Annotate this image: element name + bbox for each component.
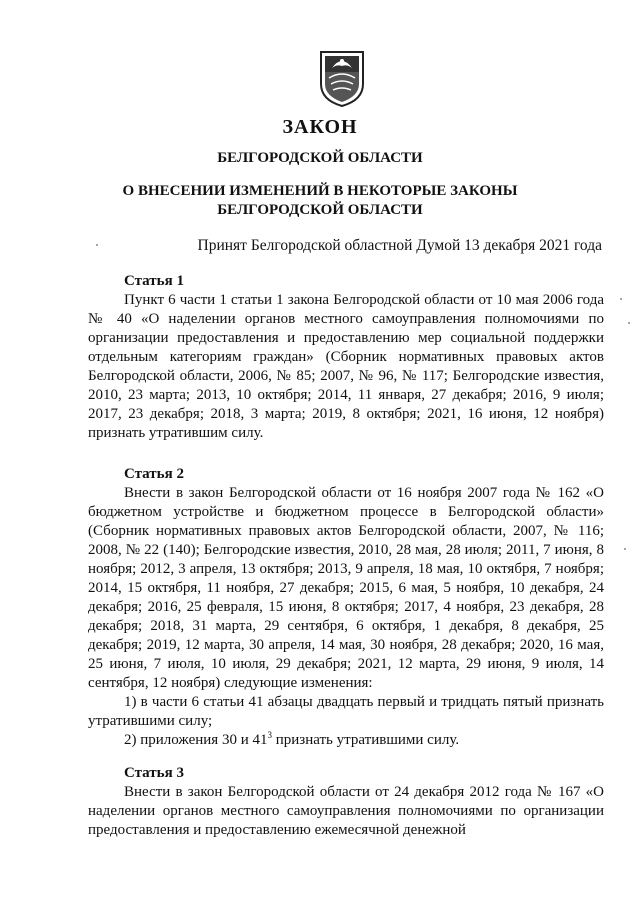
article-item-2 bbox=[88, 731, 604, 750]
scan-speck bbox=[628, 322, 630, 324]
scan-speck bbox=[620, 298, 622, 300]
article-text: Внести в закон Белгородской области от 16 ноября 2007 года № 162 «О бюджетном устройстве и бюджетном процессе в Белгородской области» (Сборник нормативных правовых актов Белгородской области, 2007, № 116; 2008, № 22 (140); Белгородские известия, 2010, 28 мая, 28 июля; 2011, 7 июня, 8 ноября; 2012, 3 апреля, 13 октября; 2013, 9 апреля, 18 мая, 10 октября, 7 ноября; 2014, 15 октября, 11 ноября, 27 декабря; 2015, 6 мая, 5 ноября, 10 декабря, 24 декабря; 2016, 25 февраля, 15 июня, 8 октября; 2017, 4 ноября, 23 декабря, 28 декабря; 2018, 31 марта, 29 сентября, 6 октября, 1 декабря, 8 декабря, 25 декабря; 2019, 12 марта, 30 апреля, 14 мая, 30 ноября, 28 декабря; 2020, 16 мая, 25 июня, 7 июля, 10 июля, 29 декабря; 2021, 12 марта, 29 июня, 9 июля, 14 сентября, 12 ноября) следующие изменения: bbox=[88, 485, 604, 691]
article-text: Пункт 6 части 1 статьи 1 закона Белгородской области от 10 мая 2006 года № 40 «О наделении органов местного самоуправления полномочиями по организации предоставления и предоставлению мер социальной поддержки отдельным категориям граждан» (Сборник нормативных правовых актов Белгородской области, 2006, № 85; 2007, № 96, № 117; Белгородские известия, 2010, 23 марта; 2013, 10 октября; 2014, 11 января, 27 декабря; 2016, 9 июля; 2017, 23 декабря; 2018, 3 марта; 2019, 8 октября; 2021, 16 июня, 12 ноября) признать утратившим силу. bbox=[88, 292, 604, 441]
region-title: БЕЛГОРОДСКОЙ ОБЛАСТИ bbox=[217, 150, 423, 166]
adoption-note: Принят Белгородской областной Думой 13 декабря 2021 года bbox=[197, 237, 602, 254]
article-title: Статья 2 bbox=[124, 466, 184, 482]
law-subject-line-1: О ВНЕСЕНИИ ИЗМЕНЕНИЙ В НЕКОТОРЫЕ ЗАКОНЫ bbox=[122, 183, 518, 199]
document-type-title: ЗАКОН bbox=[282, 116, 358, 138]
article-title: Статья 3 bbox=[124, 765, 184, 781]
item-superscript: 3 bbox=[267, 730, 272, 740]
article-3 bbox=[88, 764, 604, 840]
article-item-1: 1) в части 6 статьи 41 абзацы двадцать первый и тридцать пятый признать утратившими силу; bbox=[88, 694, 604, 729]
scan-speck bbox=[96, 244, 98, 246]
article-1 bbox=[88, 272, 604, 443]
item-text: 2) приложения 30 и 41 bbox=[124, 732, 268, 748]
law-subject-title bbox=[0, 182, 640, 220]
article-2 bbox=[88, 465, 604, 750]
article-title: Статья 1 bbox=[124, 273, 184, 289]
coat-of-arms-icon bbox=[317, 48, 367, 108]
law-subject-line-2: БЕЛГОРОДСКОЙ ОБЛАСТИ bbox=[217, 202, 423, 218]
scan-speck bbox=[624, 548, 626, 550]
article-text: Внести в закон Белгородской области от 24 декабря 2012 года № 167 «О наделении органов местного самоуправления полномочиями по организации предоставления и предоставлению ежемесячной денежной bbox=[88, 784, 604, 838]
item-text-end: признать утратившими силу. bbox=[271, 732, 460, 748]
